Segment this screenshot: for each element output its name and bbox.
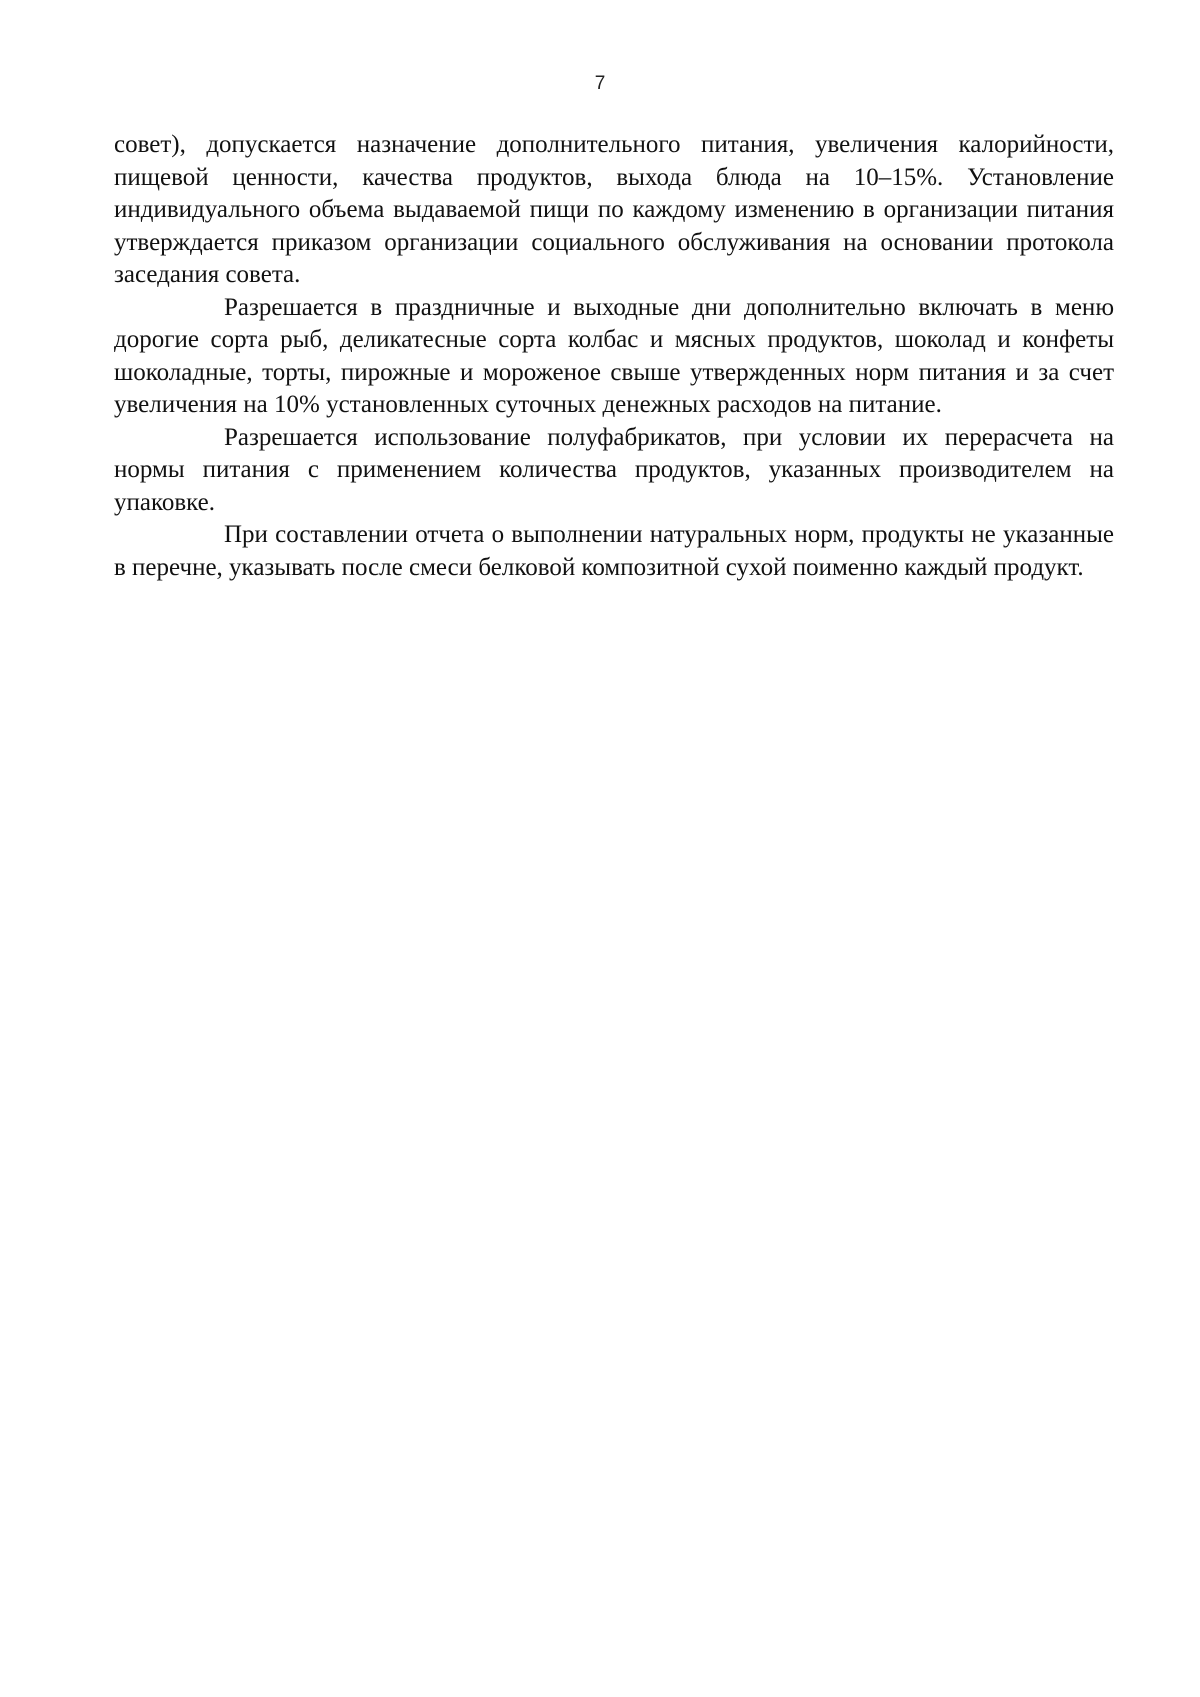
paragraph-report-instructions: При составлении отчета о выполнении натуральных норм, продукты не указанные в перечне, указывать после смеси белковой композитной сухой поименно каждый продукт.	[114, 521, 1114, 581]
paragraph-semi-finished-products: Разрешается использование полуфабрикатов, при условии их перерасчета на нормы питания с применением количества продуктов, указанных производителем на упаковке.	[114, 423, 1114, 516]
page-number: 7	[594, 73, 606, 94]
document-body	[114, 129, 1114, 584]
paragraph-continuation: совет), допускается назначение дополнительного питания, увеличения калорийности, пищевой ценности, качества продуктов, выхода блюда на 10–15%. Установление индивидуального объема выдаваемой пищи по каждому изменению в организации питания утверждается приказом организации социального обслуживания на основании протокола заседания совета.	[114, 131, 1114, 288]
paragraph-holiday-menu: Разрешается в праздничные и выходные дни дополнительно включать в меню дорогие сорта рыб, деликатесные сорта колбас и мясных продуктов, шоколад и конфеты шоколадные, торты, пирожные и мороженое свыше утвержденных норм питания и за счет увеличения на 10% установленных суточных денежных расходов на питание.	[114, 293, 1114, 418]
